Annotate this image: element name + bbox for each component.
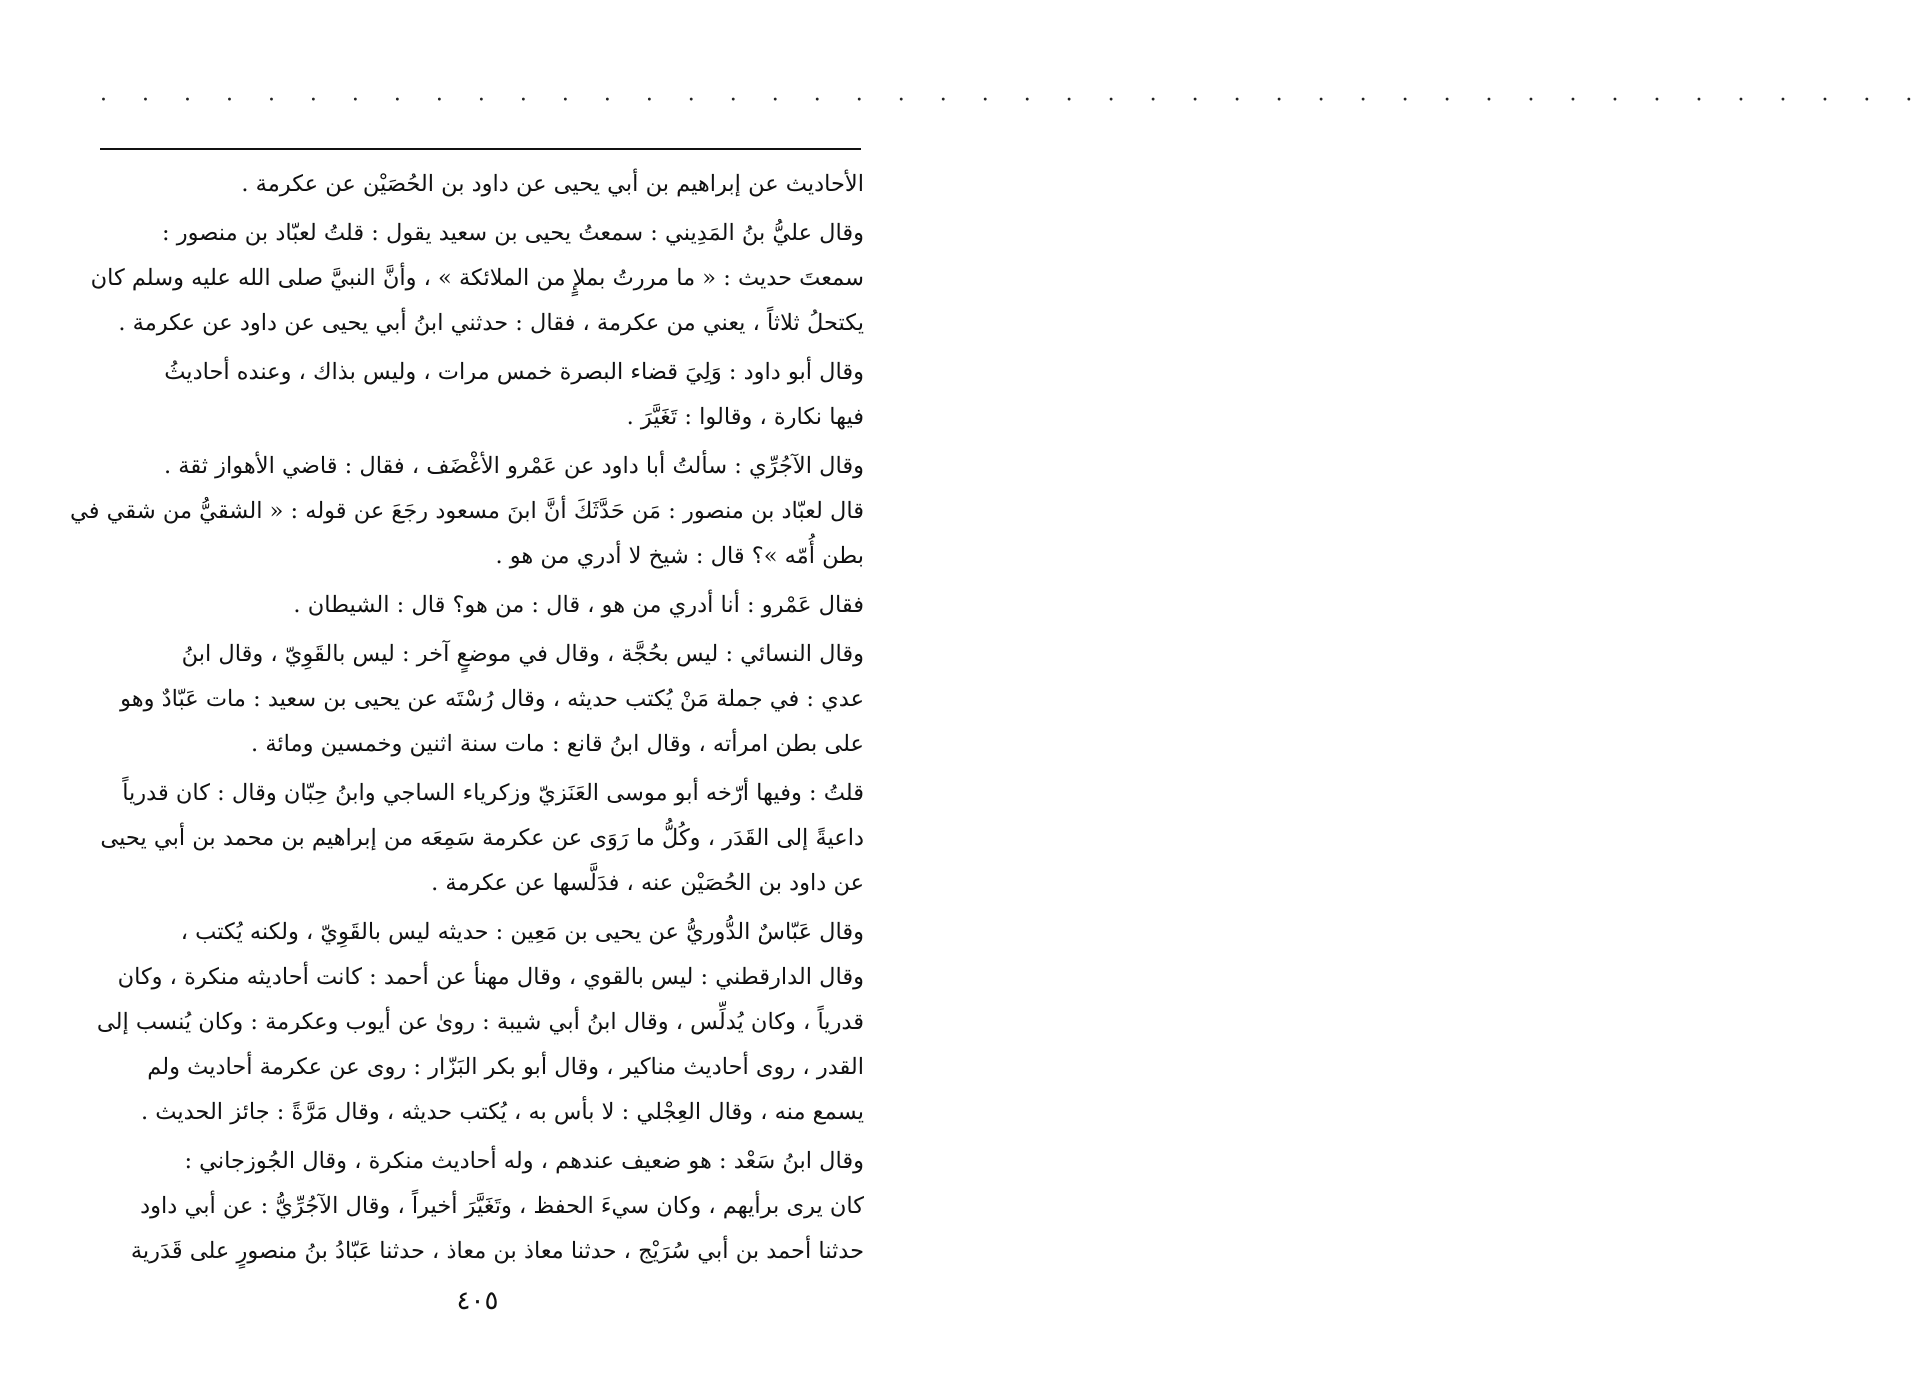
main-text <box>70 162 864 1274</box>
text-line: يكتحلُ ثلاثاً ، يعني من عكرمة ، فقال : حدثني ابنُ أبي يحيى عن داود عن عكرمة . <box>118 310 864 336</box>
text-line: وقال الآجُرِّي : سألتُ أبا داود عن عَمْرو الأغْضَف ، فقال : قاضي الأهواز ثقة . <box>163 453 864 479</box>
text-line: وقال النسائي : ليس بحُجَّة ، وقال في موضعٍ آخر : ليس بالقَوِيّ ، وقال ابنُ <box>181 641 864 667</box>
text-line: وقال الدارقطني : ليس بالقوي ، وقال مهنأ عن أحمد : كانت أحاديثه منكرة ، وكان <box>117 964 864 990</box>
text-line: وقال ابنُ سَعْد : هو ضعيف عندهم ، وله أحاديث منكرة ، وقال الجُوزجاني : <box>184 1148 864 1174</box>
text-line: قال لعبّاد بن منصور : مَن حَدَّثَكَ أنَّ ابنَ مسعود رجَعَ عن قوله : « الشقيُّ من شقي في <box>70 498 864 524</box>
text-line: قلتُ : وفيها أرّخه أبو موسى العَنَزيّ وزكرياء الساجي وابنُ حِبّان وقال : كان قدرياً <box>122 780 864 806</box>
text-line: يسمع منه ، وقال العِجْلي : لا بأس به ، يُكتب حديثه ، وقال مَرَّةً : جائز الحديث . <box>140 1099 864 1125</box>
page-number: ٤٠٥ <box>456 1286 499 1316</box>
text-line: وقال أبو داود : وَلِيَ قضاء البصرة خمس مرات ، وليس بذاك ، وعنده أحاديثُ <box>164 359 864 385</box>
text-line: فيها نكارة ، وقالوا : تَغَيَّرَ . <box>626 404 864 430</box>
text-line: فقال عَمْرو : أنا أدري من هو ، قال : من هو؟ قال : الشيطان . <box>293 592 864 618</box>
text-line: القدر ، روى أحاديث مناكير ، وقال أبو بكر البَزّار : روى عن عكرمة أحاديث ولم <box>147 1054 864 1080</box>
text-line: قدرياً ، وكان يُدلِّس ، وقال ابنُ أبي شيبة : روىٰ عن أيوب وعكرمة : وكان يُنسب إلى <box>96 1009 864 1035</box>
header-dot-rule: · · · · · · · · · · · · · · · · · · · · · · · · · · · · · · · · · · · · · · · · · · · · <box>100 88 1926 113</box>
text-line: سمعتَ حديث : « ما مررتُ بملإٍ من الملائكة » ، وأنَّ النبيَّ صلى الله عليه وسلم كان <box>90 265 864 291</box>
text-line: عن داود بن الحُصَيْن عنه ، فدَلَّسها عن عكرمة . <box>431 870 864 896</box>
text-line: وقال عَبّاسٌ الدُّوريُّ عن يحيى بن مَعِين : حديثه ليس بالقَوِيّ ، ولكنه يُكتب ، <box>180 919 864 945</box>
text-line: عدي : في جملة مَنْ يُكتب حديثه ، وقال رُسْتَه عن يحيى بن سعيد : مات عَبّادٌ وهو <box>120 686 864 712</box>
header-separator-line <box>100 148 861 150</box>
text-line: حدثنا أحمد بن أبي سُرَيْج ، حدثنا معاذ بن معاذ ، حدثنا عَبّادُ بنُ منصورٍ على قَدَرية <box>130 1238 864 1264</box>
text-line: على بطن امرأته ، وقال ابنُ قانع : مات سنة اثنين وخمسين ومائة . <box>251 731 864 757</box>
text-line: الأحاديث عن إبراهيم بن أبي يحيى عن داود بن الحُصَيْن عن عكرمة . <box>241 171 864 197</box>
text-line: كان يرى برأيهم ، وكان سيءَ الحفظ ، وتَغَيَّرَ أخيراً ، وقال الآجُرِّيُّ : عن أبي داود <box>140 1193 864 1219</box>
text-line: وقال عليُّ بنُ المَدِيني : سمعتُ يحيى بن سعيد يقول : قلتُ لعبّاد بن منصور : <box>162 220 864 246</box>
text-line: بطن أُمّه »؟ قال : شيخ لا أدري من هو . <box>495 543 864 569</box>
text-line: داعيةً إلى القَدَر ، وكُلُّ ما رَوَى عن عكرمة سَمِعَه من إبراهيم بن محمد بن أبي يحيى <box>100 825 864 851</box>
